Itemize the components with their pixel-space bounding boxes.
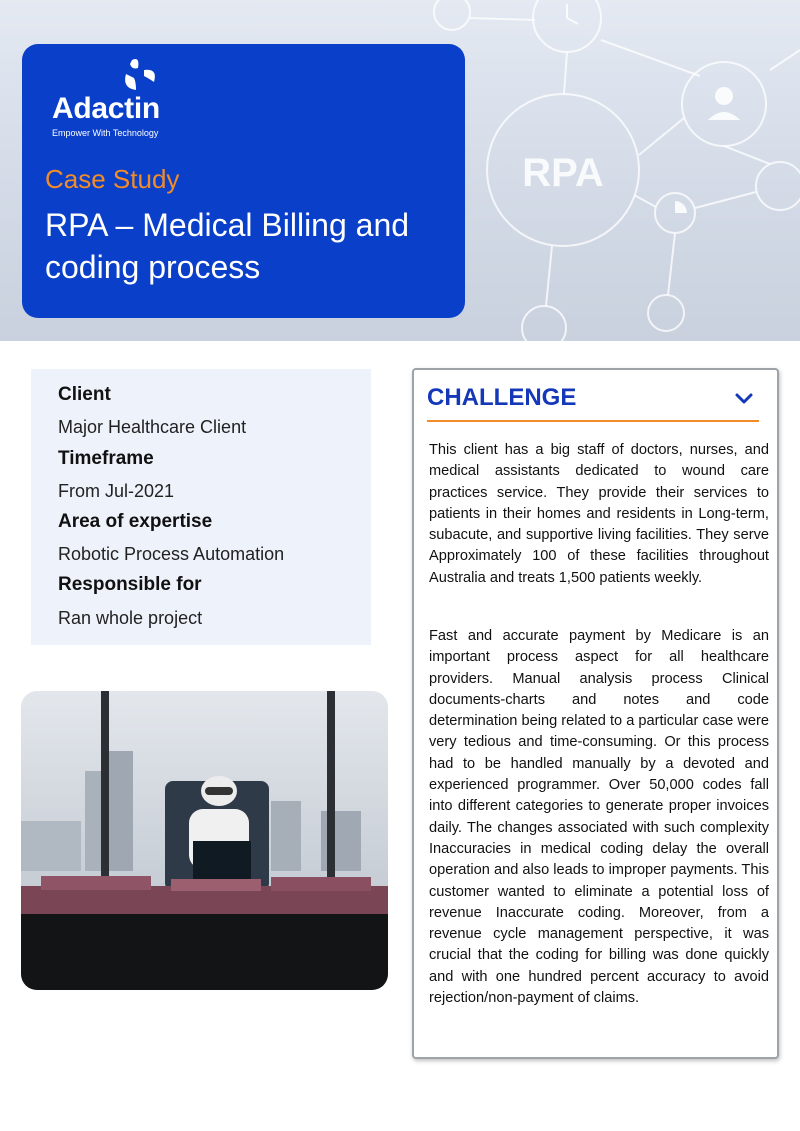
client-label: Client: [58, 384, 111, 405]
challenge-card: [412, 368, 779, 1059]
project-details-panel: [31, 369, 371, 645]
chevron-down-icon[interactable]: [734, 392, 754, 406]
expertise-value: Robotic Process Automation: [58, 544, 285, 564]
timeframe-value: From Jul-2021: [58, 481, 175, 501]
adactin-logo-icon: [118, 56, 166, 96]
robot-office-photo: [21, 691, 388, 990]
brand-tagline: Empower With Technology: [52, 128, 159, 138]
client-value: Major Healthcare Client: [58, 417, 247, 437]
challenge-heading: CHALLENGE: [427, 384, 577, 411]
page-title: RPA – Medical Billing and coding process: [45, 207, 410, 285]
hero-title-card: [22, 44, 465, 318]
timeframe-label: Timeframe: [58, 448, 154, 469]
heading-divider: [427, 420, 759, 422]
case-study-label: Case Study: [45, 164, 180, 194]
rpa-badge-text: RPA: [522, 151, 604, 195]
expertise-label: Area of expertise: [58, 511, 213, 532]
hero-banner: [0, 0, 800, 341]
responsibility-value: Ran whole project: [58, 608, 203, 628]
responsibility-label: Responsible for: [58, 574, 202, 595]
brand-name: Adactin: [52, 92, 160, 125]
challenge-paragraph-1: This client has a big staff of doctors, nurses, and medical assistants dedicated to wound care practices service. They provide their services to patients in their homes and residents in Long-term, subacute, and supportive living facilities. They serve Approximately 100 of these facilities throughout Australia and treats 1,500 patients weekly.: [429, 442, 769, 586]
challenge-paragraph-2: Fast and accurate payment by Medicare is an important process aspect for all healthcare providers. Manual analysis process Clinical documents-charts and notes and code determination being related to a particular case were very tedious and time-consuming. Or this process had to be handled manually by a devoted and experienced programmer. Over 50,000 codes fall into different categories to generate proper invoices daily. The changes associated with such complexity Inaccuracies in medical coding delay the overall operation and also leads to improper payments. This customer wanted to eliminate a potential loss of revenue Inaccurate coding. Moreover, from a revenue cycle management perspective, it was crucial that the coding for billing was done quickly and with one hundred percent accuracy to avoid rejection/non-payment of claims.: [429, 628, 769, 1007]
